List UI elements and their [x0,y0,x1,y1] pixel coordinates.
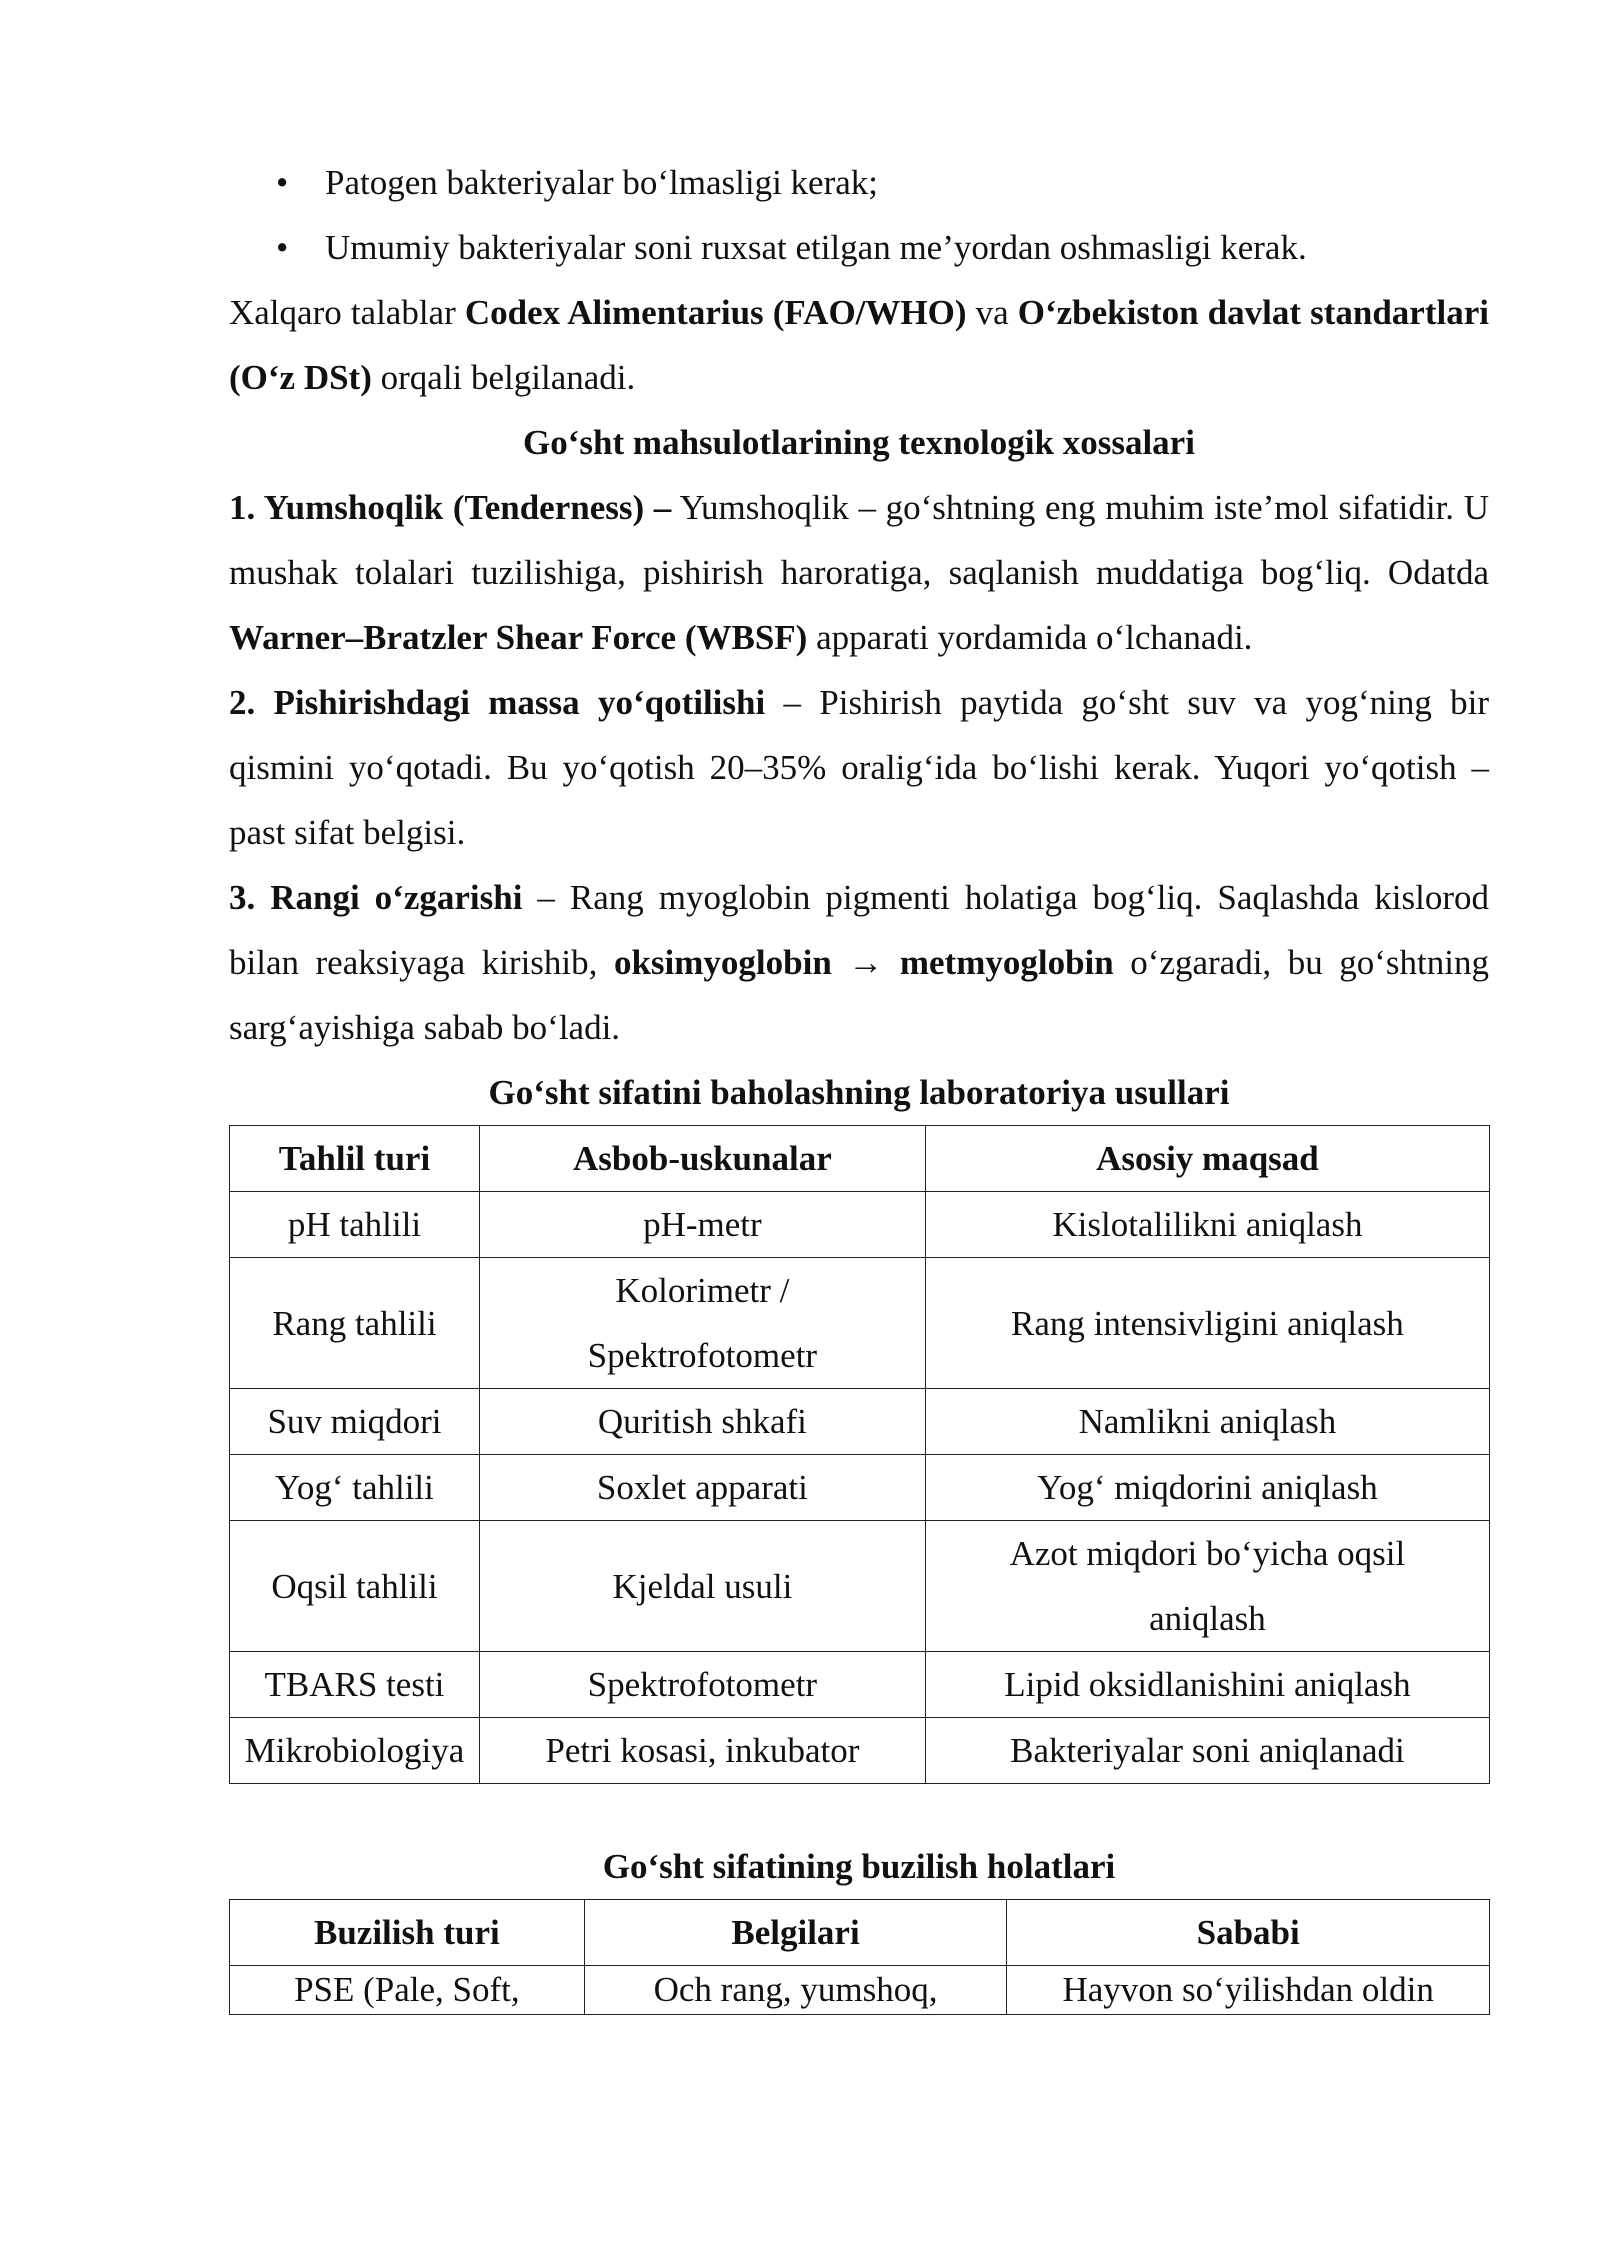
table-cell: Och rang, yumshoq, [584,1966,1007,2015]
table-heading: Go‘sht sifatini baholashning laboratoriya usullari [488,1073,1230,1112]
table-row [230,1718,1490,1784]
table-row [230,1966,1490,2015]
text-span: orqali belgilanadi. [371,358,636,397]
table-row [230,1455,1490,1521]
table-row [230,1652,1490,1718]
table-header-cell: Belgilari [584,1900,1007,1966]
table-cell: Suv miqdori [230,1389,480,1455]
text-span: – Pishirish paytida go‘sht suv va yog‘ning bir qismini yo‘qotadi. Bu yo‘qotish 20–35% oralig‘ida bo‘lishi kerak. Yuqori yo‘qotish – past sifat belgisi. [229,683,1489,852]
table-cell: TBARS testi [230,1652,480,1718]
table-cell: Spektrofotometr [479,1652,925,1718]
table-heading: Go‘sht sifatining buzilish holatlari [602,1847,1116,1886]
table-header-cell: Tahlil turi [230,1126,480,1192]
table-cell: PSE (Pale, Soft, [230,1966,585,2015]
intro-paragraph [229,280,1489,410]
text-span: o‘zgaradi, bu go‘shtning sarg‘ayishiga sabab bo‘ladi. [229,943,1489,1047]
table-cell: Kjeldal usuli [479,1521,925,1652]
bold-span: oksimyoglobin → metmyoglobin [613,943,1114,982]
text-span: Xalqaro talablar [229,293,465,332]
table-cell: pH-metr [479,1192,925,1258]
bullet-item: • Umumiy bakteriyalar soni ruxsat etilgan me’yordan oshmasligi kerak. [229,215,1489,280]
table-header-row [230,1900,1490,1966]
bold-span: 1. Yumshoqlik (Tenderness) – [229,488,672,527]
bold-span: Warner–Bratzler Shear Force (WBSF) [229,618,808,657]
table-row [230,1521,1490,1652]
text-span: va [966,293,1018,332]
table-header-cell: Buzilish turi [230,1900,585,1966]
spacer [229,1784,1489,1834]
table-cell: Hayvon so‘yilishdan oldin [1007,1966,1490,2015]
section-heading: Go‘sht mahsulotlarining texnologik xossalari [523,423,1195,462]
bold-span: Codex Alimentarius (FAO/WHO) [464,293,967,332]
table-cell: Oqsil tahlili [230,1521,480,1652]
table-cell: Petri kosasi, inkubator [479,1718,925,1784]
document-page [229,150,1489,2015]
item-cooking-loss [229,670,1489,865]
quality-defects-table [229,1899,1490,2015]
bold-span: 2. Pishirishdagi massa yo‘qotilishi [229,683,766,722]
table-header-row [230,1126,1490,1192]
table-cell: Quritish shkafi [479,1389,925,1455]
table-cell: Azot miqdori bo‘yicha oqsil aniqlash [925,1521,1489,1652]
text-span: Yumshoqlik – go‘shtning eng muhim iste’mol sifatidir. U mushak tolalari tuzilishiga, pishirish haroratiga, saqlanish muddatiga bog‘liq. Odatda [229,488,1489,592]
text-span: apparati yordamida o‘lchanadi. [807,618,1253,657]
table-cell: Rang tahlili [230,1258,480,1389]
table-cell: Rang intensivligini aniqlash [925,1258,1489,1389]
table-cell: Lipid oksidlanishini aniqlash [925,1652,1489,1718]
bullet-list [229,150,1489,280]
table-header-cell: Asbob-uskunalar [479,1126,925,1192]
table-cell: Bakteriyalar soni aniqlanadi [925,1718,1489,1784]
table-cell: Yog‘ miqdorini aniqlash [925,1455,1489,1521]
table-cell: Mikrobiologiya [230,1718,480,1784]
table-cell: Namlikni aniqlash [925,1389,1489,1455]
table-row [230,1258,1490,1389]
table-cell: Yog‘ tahlili [230,1455,480,1521]
item-tenderness [229,475,1489,670]
bold-span: O‘zbekiston davlat standartlari (O‘z DSt) [229,293,1489,397]
table-cell: pH tahlili [230,1192,480,1258]
lab-methods-table [229,1125,1490,1784]
bold-span: 3. Rangi o‘zgarishi [229,878,523,917]
table-cell: Kolorimetr / Spektrofotometr [479,1258,925,1389]
table-header-cell: Asosiy maqsad [925,1126,1489,1192]
table-cell: Soxlet apparati [479,1455,925,1521]
table-cell: Kislotalilikni aniqlash [925,1192,1489,1258]
table-header-cell: Sababi [1007,1900,1490,1966]
item-color-change [229,865,1489,1060]
table-row [230,1192,1490,1258]
bullet-item: • Patogen bakteriyalar bo‘lmasligi kerak; [229,150,1489,215]
table-row [230,1389,1490,1455]
text-span: – Rang myoglobin pigmenti holatiga bog‘liq. Saqlashda kislorod bilan reaksiyaga kirishib, [229,878,1489,982]
